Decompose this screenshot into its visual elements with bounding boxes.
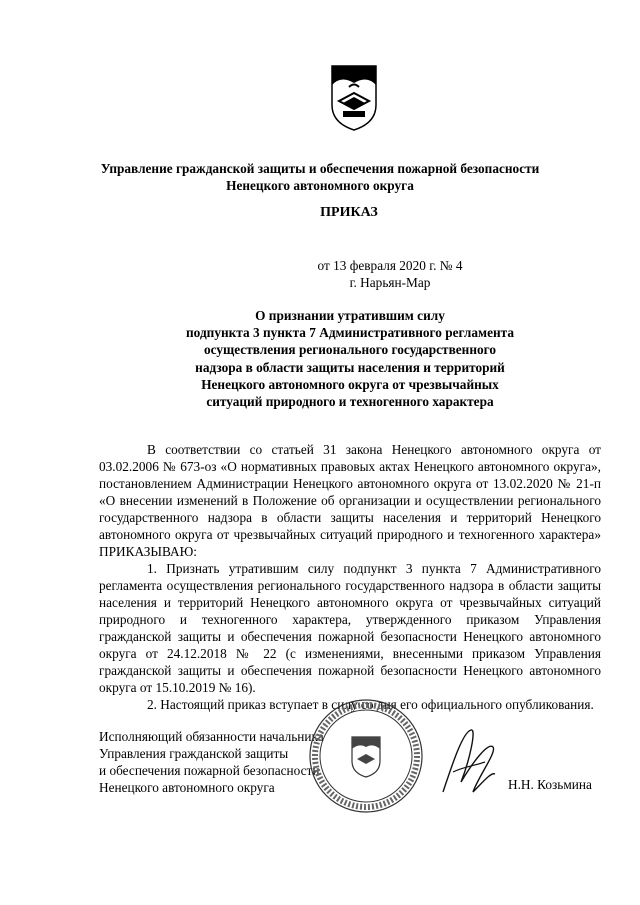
signature-block <box>99 728 324 796</box>
document-title <box>30 307 640 410</box>
title-line: О признании утратившим силу <box>255 308 445 323</box>
org-line-1: Управление гражданской защиты и обеспечения пожарной безопасности <box>100 161 540 176</box>
signer-position-line: Ненецкого автономного округа <box>99 780 275 795</box>
document-body <box>99 441 601 713</box>
paragraph-item-1: 1. Признать утратившим силу подпункт 3 пункта 7 Административного регламента осуществления регионального государственного надзора в области защиты населения и территорий Ненецкого автономного округа от чрезвычайных ситуаций природного и техногенного характера, утвержденного приказом Управления гражданской защиты и обеспечения пожарной безопасности Ненецкого автономного округа от 24.12.2018 № 22 (с изменениями, внесенными приказом Управления гражданской защиты и обеспечения пожарной безопасности Ненецкого автономного округа от 15.10.2019 № 16). <box>99 561 601 695</box>
place: г. Нарьян-Мар <box>349 275 431 290</box>
paragraph-item-2: 2. Настоящий приказ вступает в силу со дня его официального опубликования. <box>147 697 594 712</box>
official-seal-icon <box>307 697 425 815</box>
title-line: подпункта 3 пункта 7 Административного регламента <box>186 325 514 341</box>
date-number: от 13 февраля 2020 г. № 4 <box>317 258 463 273</box>
signer-position-line: Исполняющий обязанности начальника <box>99 729 324 744</box>
title-line: ситуаций природного и техногенного характера <box>206 394 494 410</box>
signer-position-line: и обеспечения пожарной безопасности <box>99 763 320 778</box>
title-line: Ненецкого автономного округа от чрезвычайных <box>201 376 499 392</box>
signer-position-line: Управления гражданской защиты <box>99 746 289 761</box>
paragraph-preamble: В соответствии со статьей 31 закона Ненецкого автономного округа от 03.02.2006 № 673-оз «О нормативных правовых актах Ненецкого автономного округа», постановлением Администрации Ненецкого автономного округа от 13.02.2020 № 21-п «О внесении изменений в Положение об организации и осуществлении регионального государственного надзора в области защиты населения и территорий Ненецкого автономного округа от чрезвычайных ситуаций природного и техногенного характера» ПРИКАЗЫВАЮ: <box>99 442 601 559</box>
signer-name: Н.Н. Козьмина <box>508 777 592 792</box>
coat-of-arms-emblem-icon <box>329 63 379 133</box>
title-line: надзора в области защиты населения и территорий <box>195 359 505 375</box>
date-block <box>70 257 640 291</box>
title-line: осуществления регионального государственного <box>203 342 496 358</box>
organization-header <box>0 160 640 194</box>
org-line-2: Ненецкого автономного округа <box>226 178 414 193</box>
handwritten-signature-icon <box>433 722 503 802</box>
document-type: ПРИКАЗ <box>320 205 378 220</box>
